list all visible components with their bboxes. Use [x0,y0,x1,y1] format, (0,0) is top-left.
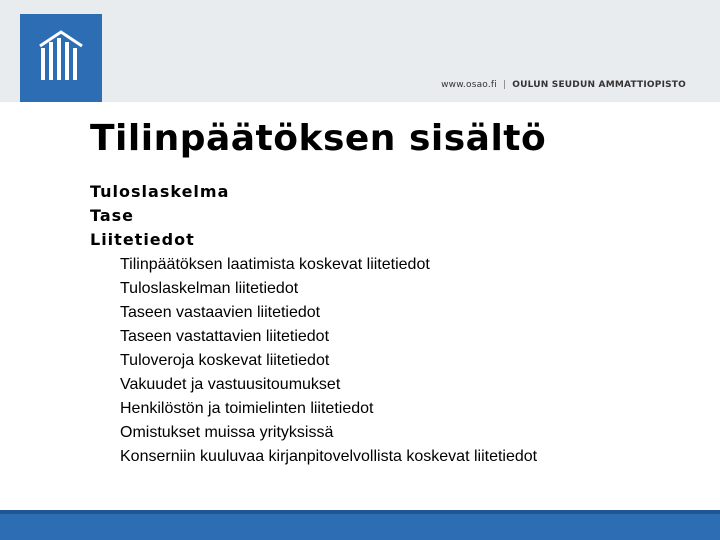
site-url[interactable]: www.osao.fi [441,80,497,90]
sub-item: Omistukset muissa yrityksissä [120,424,334,441]
footer-stripe [0,510,720,514]
sub-item: Henkilöstön ja toimielinten liitetiedot [120,400,374,417]
sub-item: Taseen vastattavien liitetiedot [120,328,330,345]
header-site-line [441,80,686,90]
sub-item: Tuloveroja koskevat liitetiedot [120,352,330,369]
sub-item: Konserniin kuuluvaa kirjanpitovelvollista koskevat liitetiedot [120,448,538,465]
sub-item: Vakuudet ja vastuusitoumukset [120,376,341,393]
sub-item: Taseen vastaavien liitetiedot [120,304,321,321]
bullet-item-tuloslaskelma: Tuloslaskelma [90,182,230,201]
bullet-item-tase: Tase [90,206,135,225]
slide-title: Tilinpäätöksen sisältö [90,118,547,159]
school-name: OULUN SEUDUN AMMATTIOPISTO [512,80,686,90]
bullet-item-liitetiedot: Liitetiedot [90,230,195,249]
sub-item: Tuloslaskelman liitetiedot [120,280,299,297]
school-logo [20,14,102,102]
header-separator: | [502,80,507,90]
footer-band [0,510,720,540]
sub-item: Tilinpäätöksen laatimista koskevat liitetiedot [120,256,430,273]
building-columns-icon [36,28,86,84]
